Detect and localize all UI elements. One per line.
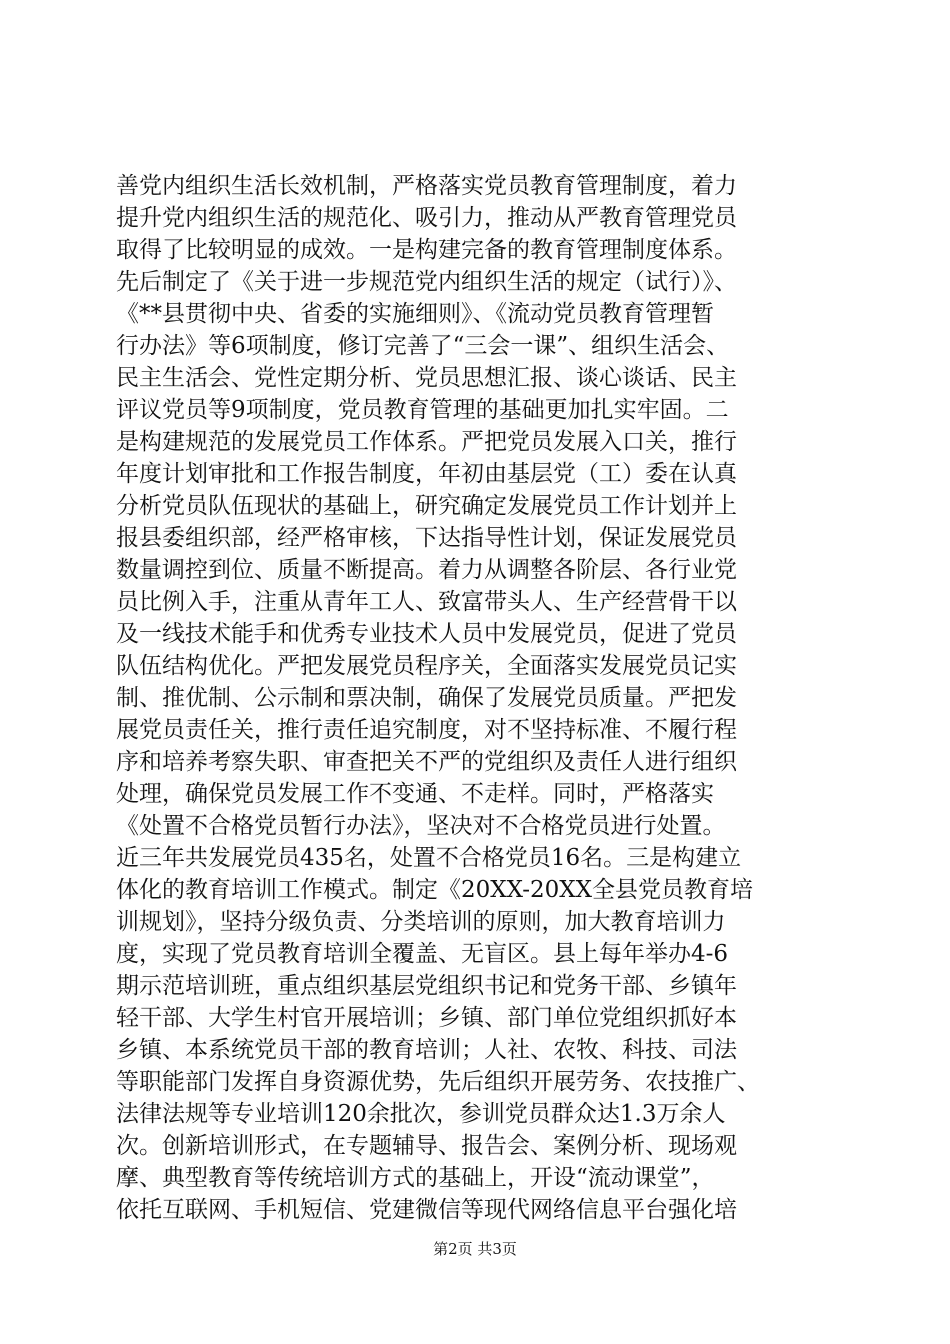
text-line: 近三年共发展党员435名，处置不合格党员16名。三是构建立 bbox=[116, 845, 742, 871]
text-line: 等职能部门发挥自身资源优势，先后组织开展劳务、农技推广、 bbox=[116, 1069, 760, 1095]
text-line: 提升党内组织生活的规范化、吸引力，推动从严教育管理党员 bbox=[116, 205, 737, 231]
text-line: 及一线技术能手和优秀专业技术人员中发展党员，促进了党员 bbox=[116, 621, 737, 647]
text-line: 报县委组织部，经严格审核，下达指导性计划，保证发展党员 bbox=[116, 525, 737, 551]
text-line: 分析党员队伍现状的基础上，研究确定发展党员工作计划并上 bbox=[116, 493, 737, 519]
text-line: 数量调控到位、质量不断提高。着力从调整各阶层、各行业党 bbox=[116, 557, 737, 583]
text-line: 法律法规等专业培训120余批次，参训党员群众达1.3万余人 bbox=[116, 1101, 726, 1127]
text-line: 摩、典型教育等传统培训方式的基础上，开设“流动课堂”， bbox=[116, 1165, 715, 1191]
text-line: 展党员责任关，推行责任追究制度，对不坚持标准、不履行程 bbox=[116, 717, 737, 743]
text-line: 《处置不合格党员暂行办法》，坚决对不合格党员进行处置。 bbox=[116, 813, 726, 839]
text-line: 度，实现了党员教育培训全覆盖、无盲区。县上每年举办4-6 bbox=[116, 941, 729, 967]
text-line: 年度计划审批和工作报告制度，年初由基层党（工）委在认真 bbox=[116, 461, 737, 487]
text-line: 评议党员等9项制度，党员教育管理的基础更加扎实牢固。二 bbox=[116, 397, 729, 423]
text-line: 乡镇、本系统党员干部的教育培训；人社、农牧、科技、司法 bbox=[116, 1037, 737, 1063]
text-line: 员比例入手，注重从青年工人、致富带头人、生产经营骨干以 bbox=[116, 589, 737, 615]
text-line: 制、推优制、公示制和票决制，确保了发展党员质量。严把发 bbox=[116, 685, 737, 711]
text-line: 《**县贯彻中央、省委的实施细则》、《流动党员教育管理暂 bbox=[116, 301, 714, 327]
text-line: 训规划》，坚持分级负责、分类培训的原则，加大教育培训力 bbox=[116, 909, 726, 935]
text-line: 是构建规范的发展党员工作体系。严把党员发展入口关，推行 bbox=[116, 429, 737, 455]
text-line: 依托互联网、手机短信、党建微信等现代网络信息平台强化培 bbox=[116, 1197, 737, 1223]
text-line: 期示范培训班，重点组织基层党组织书记和党务干部、乡镇年 bbox=[116, 973, 737, 999]
text-line: 体化的教育培训工作模式。制定《20XX-20XX全县党员教育培 bbox=[116, 877, 753, 903]
text-line: 序和培养考察失职、审查把关不严的党组织及责任人进行组织 bbox=[116, 749, 737, 775]
page-footer: 第2页 共3页 bbox=[433, 1240, 517, 1258]
text-line: 处理，确保党员发展工作不变通、不走样。同时，严格落实 bbox=[116, 781, 714, 807]
text-line: 先后制定了《关于进一步规范党内组织生活的规定（试行）》、 bbox=[116, 269, 737, 295]
text-line: 取得了比较明显的成效。一是构建完备的教育管理制度体系。 bbox=[116, 237, 737, 263]
text-line: 善党内组织生活长效机制，严格落实党员教育管理制度，着力 bbox=[116, 173, 737, 199]
text-line: 民主生活会、党性定期分析、党员思想汇报、谈心谈话、民主 bbox=[116, 365, 737, 391]
text-line: 次。创新培训形式，在专题辅导、报告会、案例分析、现场观 bbox=[116, 1133, 737, 1159]
text-line: 队伍结构优化。严把发展党员程序关，全面落实发展党员记实 bbox=[116, 653, 737, 679]
text-line: 行办法》等6项制度，修订完善了“三会一课”、组织生活会、 bbox=[116, 333, 730, 359]
text-line: 轻干部、大学生村官开展培训；乡镇、部门单位党组织抓好本 bbox=[116, 1005, 737, 1031]
body-text bbox=[116, 170, 836, 1226]
